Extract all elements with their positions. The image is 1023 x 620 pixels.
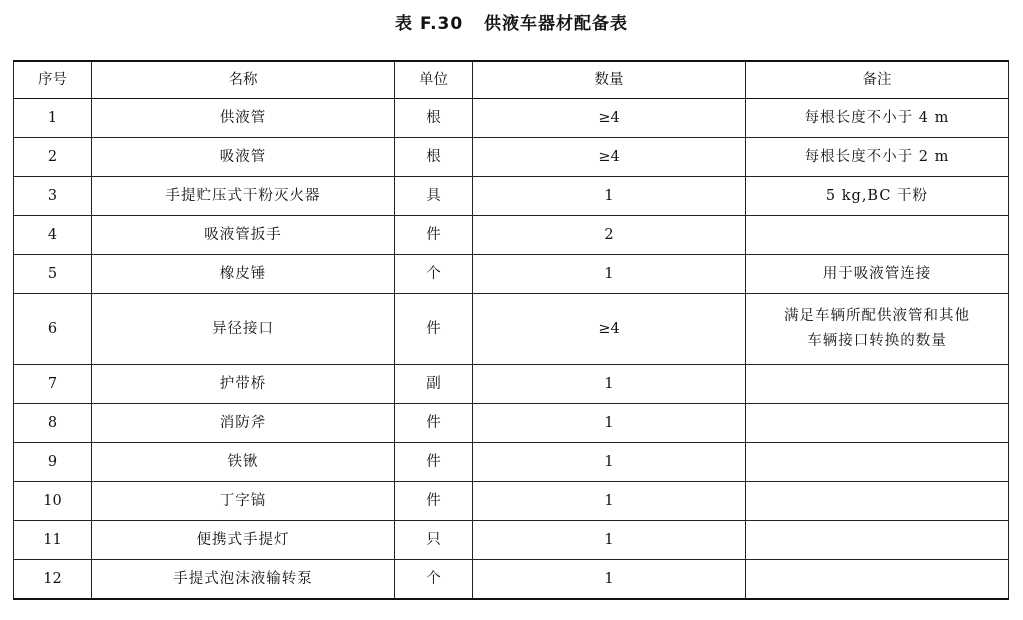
table-row: [14, 521, 1009, 560]
header-name: 名称: [92, 61, 395, 99]
cell-name: 丁字镐: [92, 482, 395, 521]
cell-note: [746, 443, 1009, 482]
cell-name: 橡皮锤: [92, 255, 395, 294]
cell-name: 手提式泡沫液输转泵: [92, 560, 395, 600]
cell-qty: 1: [473, 482, 746, 521]
note-line: 每根长度不小于 2 m: [804, 148, 950, 165]
note-line: 车辆接口转换的数量: [807, 333, 947, 349]
cell-no: 5: [14, 255, 92, 294]
cell-unit: 件: [395, 443, 473, 482]
cell-qty: 1: [473, 443, 746, 482]
cell-note: [746, 255, 1009, 294]
cell-unit: 件: [395, 482, 473, 521]
cell-unit: 个: [395, 255, 473, 294]
header-note: 备注: [746, 61, 1009, 99]
cell-note: [746, 482, 1009, 521]
table-row: [14, 443, 1009, 482]
cell-no: 4: [14, 216, 92, 255]
cell-name: 手提贮压式干粉灭火器: [92, 177, 395, 216]
header-qty: 数量: [473, 61, 746, 99]
cell-note: [746, 177, 1009, 216]
cell-note: [746, 138, 1009, 177]
cell-note: [746, 560, 1009, 600]
cell-no: 8: [14, 404, 92, 443]
cell-name: 吸液管扳手: [92, 216, 395, 255]
cell-unit: 只: [395, 521, 473, 560]
cell-note: [746, 294, 1009, 365]
table-row: [14, 482, 1009, 521]
cell-name: 异径接口: [92, 294, 395, 365]
equipment-table: [13, 60, 1009, 600]
cell-qty: ≥4: [473, 138, 746, 177]
cell-qty: 2: [473, 216, 746, 255]
cell-no: 3: [14, 177, 92, 216]
cell-name: 消防斧: [92, 404, 395, 443]
cell-qty: 1: [473, 521, 746, 560]
note-line: 5 kg,BC 干粉: [825, 187, 929, 204]
cell-note: [746, 216, 1009, 255]
header-unit: 单位: [395, 61, 473, 99]
cell-qty: 1: [473, 560, 746, 600]
cell-qty: 1: [473, 365, 746, 404]
table-row: [14, 99, 1009, 138]
cell-unit: 副: [395, 365, 473, 404]
cell-note: [746, 521, 1009, 560]
cell-qty: ≥4: [473, 99, 746, 138]
cell-name: 护带桥: [92, 365, 395, 404]
page-title: 表 F.30 供液车器材配备表: [395, 14, 628, 34]
cell-note: [746, 404, 1009, 443]
table-row: [14, 404, 1009, 443]
table-row: [14, 560, 1009, 600]
cell-no: 9: [14, 443, 92, 482]
cell-qty: 1: [473, 177, 746, 216]
cell-no: 10: [14, 482, 92, 521]
table-row: [14, 255, 1009, 294]
note-line: 每根长度不小于 4 m: [804, 109, 950, 126]
cell-no: 1: [14, 99, 92, 138]
cell-unit: 件: [395, 404, 473, 443]
cell-no: 12: [14, 560, 92, 600]
cell-note: [746, 365, 1009, 404]
cell-note: [746, 99, 1009, 138]
table-row: [14, 365, 1009, 404]
cell-unit: 件: [395, 216, 473, 255]
cell-no: 11: [14, 521, 92, 560]
cell-name: 吸液管: [92, 138, 395, 177]
cell-qty: ≥4: [473, 294, 746, 365]
cell-no: 6: [14, 294, 92, 365]
cell-unit: 个: [395, 560, 473, 600]
cell-name: 便携式手提灯: [92, 521, 395, 560]
header-no: 序号: [14, 61, 92, 99]
note-line: 满足车辆所配供液管和其他: [784, 308, 970, 324]
table-row: [14, 216, 1009, 255]
cell-no: 7: [14, 365, 92, 404]
table-row: [14, 294, 1009, 365]
cell-unit: 根: [395, 138, 473, 177]
cell-name: 铁锹: [92, 443, 395, 482]
table-row: [14, 138, 1009, 177]
cell-no: 2: [14, 138, 92, 177]
cell-unit: 件: [395, 294, 473, 365]
table-header-row: [14, 61, 1009, 99]
cell-name: 供液管: [92, 99, 395, 138]
cell-unit: 具: [395, 177, 473, 216]
cell-qty: 1: [473, 404, 746, 443]
table-body: [14, 99, 1009, 600]
table-row: [14, 177, 1009, 216]
note-line: 用于吸液管连接: [822, 265, 932, 282]
cell-unit: 根: [395, 99, 473, 138]
cell-qty: 1: [473, 255, 746, 294]
